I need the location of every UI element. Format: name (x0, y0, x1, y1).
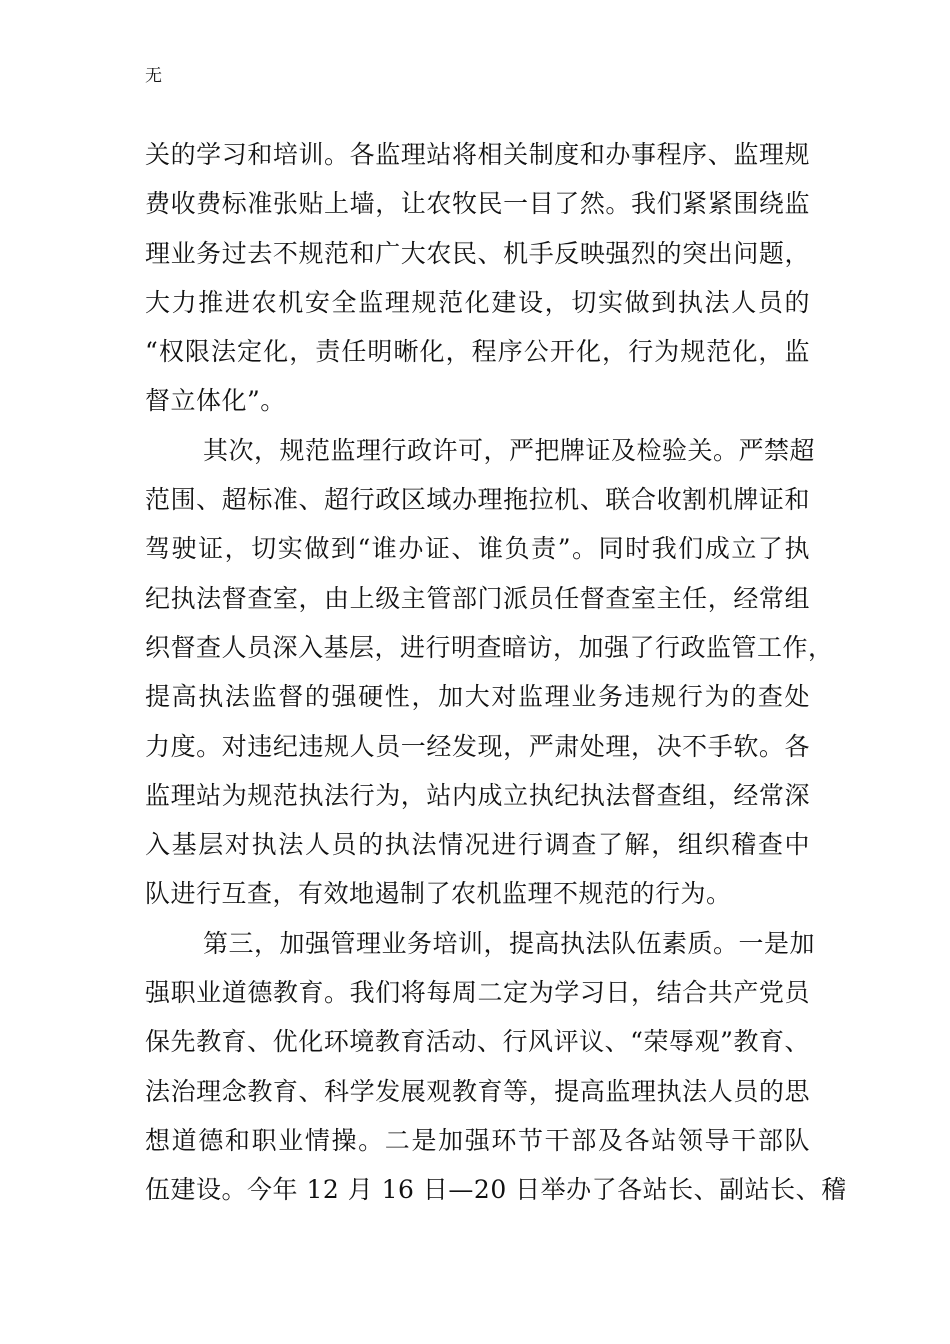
paragraph-line: 纪执法督查室，由上级主管部门派员任督查室主任，经常组 (145, 583, 810, 613)
paragraph-line: 提高执法监督的强硬性，加大对监理业务违规行为的查处 (145, 682, 810, 712)
paragraph-line: 关的学习和培训。各监理站将相关制度和办事程序、监理规 (145, 140, 810, 169)
paragraph-line: 大力推进农机安全监理规范化建设，切实做到执法人员的 (145, 287, 810, 317)
paragraph-line: 法治理念教育、科学发展观教育等，提高监理执法人员的思 (145, 1076, 810, 1106)
paragraph-line: 其次，规范监理行政许可，严把牌证及检验关。严禁超 (203, 435, 816, 465)
paragraph-line: “权限法定化，责任明晰化，程序公开化，行为规范化，监 (145, 337, 810, 367)
paragraph-line: 驾驶证，切实做到“谁办证、谁负责”。同时我们成立了执 (145, 534, 810, 564)
paragraph-line: 督立体化”。 (145, 386, 286, 416)
paragraph-line: 入基层对执法人员的执法情况进行调查了解，组织稽查中 (145, 830, 810, 860)
paragraph-line: 保先教育、优化环境教育活动、行风评议、“荣辱观”教育、 (145, 1027, 810, 1057)
paragraph-line: 第三，加强管理业务培训，提高执法队伍素质。一是加 (203, 928, 816, 958)
header-mark: 无 (145, 66, 162, 86)
paragraph-line: 伍建设。今年 12 月 16 日—20 日举办了各站长、副站长、稽 (145, 1175, 847, 1205)
paragraph-line: 范围、超标准、超行政区域办理拖拉机、联合收割机牌证和 (145, 485, 810, 515)
paragraph-line: 队进行互查，有效地遏制了农机监理不规范的行为。 (145, 879, 732, 909)
paragraph-line: 监理站为规范执法行为，站内成立执纪执法督查组，经常深 (145, 780, 810, 810)
document-body (145, 130, 847, 1215)
paragraph-line: 力度。对违纪违规人员一经发现，严肃处理，决不手软。各 (145, 731, 810, 761)
paragraph-line: 理业务过去不规范和广大农民、机手反映强烈的突出问题， (145, 238, 810, 268)
paragraph-line: 想道德和职业情操。二是加强环节干部及各站领导干部队 (145, 1125, 810, 1155)
paragraph-line: 织督查人员深入基层，进行明查暗访，加强了行政监管工作， (145, 632, 834, 662)
paragraph-line: 费收费标准张贴上墙，让农牧民一目了然。我们紧紧围绕监 (145, 189, 810, 219)
paragraph-line: 强职业道德教育。我们将每周二定为学习日，结合共产党员 (145, 978, 810, 1008)
